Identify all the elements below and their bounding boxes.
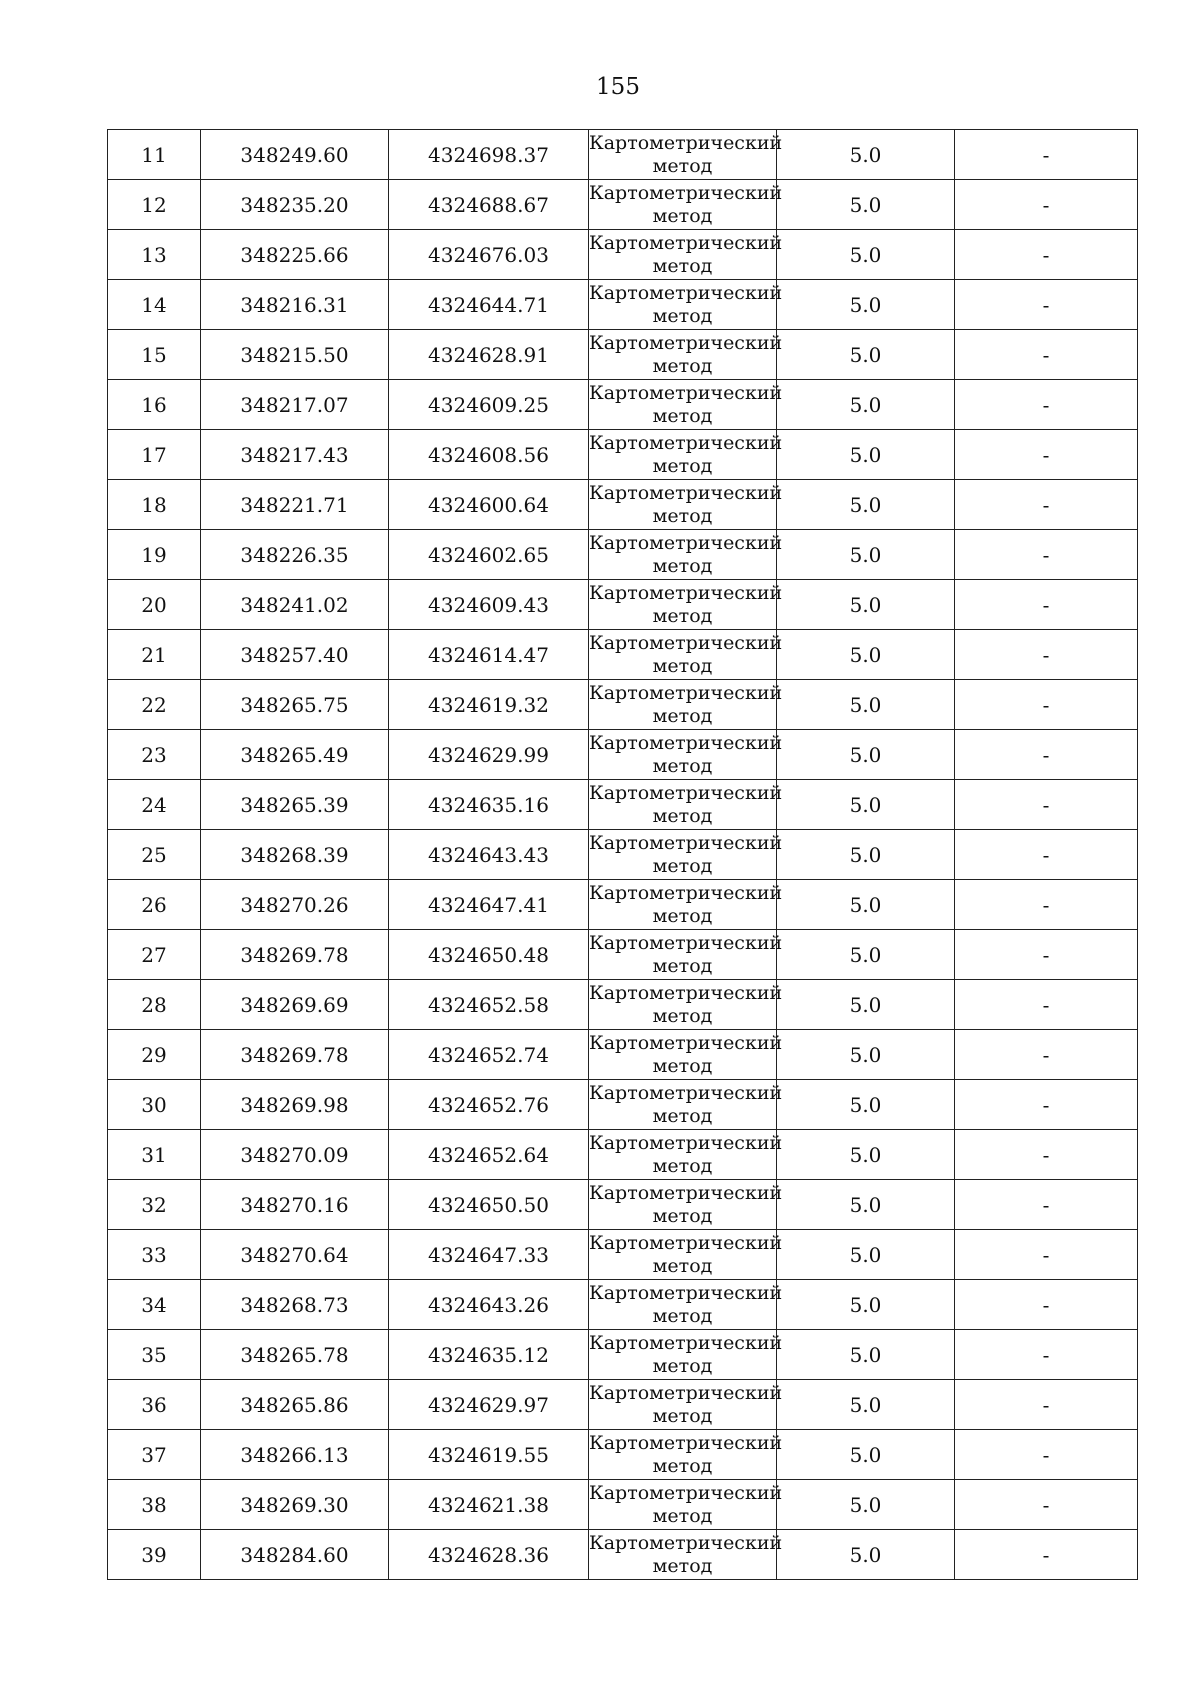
table-row bbox=[108, 1080, 1138, 1130]
point-number-cell: 12 bbox=[108, 180, 201, 230]
accuracy-cell: 5.0 bbox=[777, 530, 955, 580]
note-cell: - bbox=[955, 130, 1138, 180]
note-cell: - bbox=[955, 580, 1138, 630]
y-coordinate-cell: 4324609.43 bbox=[389, 580, 589, 630]
note-cell: - bbox=[955, 1280, 1138, 1330]
table-row bbox=[108, 930, 1138, 980]
accuracy-cell: 5.0 bbox=[777, 880, 955, 930]
point-number-cell: 34 bbox=[108, 1280, 201, 1330]
table-row bbox=[108, 830, 1138, 880]
method-cell: Картометрический метод bbox=[589, 980, 777, 1030]
point-number-cell: 18 bbox=[108, 480, 201, 530]
accuracy-cell: 5.0 bbox=[777, 1430, 955, 1480]
y-coordinate-cell: 4324698.37 bbox=[389, 130, 589, 180]
accuracy-cell: 5.0 bbox=[777, 180, 955, 230]
y-coordinate-cell: 4324688.67 bbox=[389, 180, 589, 230]
point-number-cell: 21 bbox=[108, 630, 201, 680]
x-coordinate-cell: 348284.60 bbox=[201, 1530, 389, 1580]
x-coordinate-cell: 348241.02 bbox=[201, 580, 389, 630]
method-cell: Картометрический метод bbox=[589, 480, 777, 530]
x-coordinate-cell: 348215.50 bbox=[201, 330, 389, 380]
method-cell: Картометрический метод bbox=[589, 530, 777, 580]
y-coordinate-cell: 4324609.25 bbox=[389, 380, 589, 430]
y-coordinate-cell: 4324652.74 bbox=[389, 1030, 589, 1080]
accuracy-cell: 5.0 bbox=[777, 980, 955, 1030]
table-row bbox=[108, 1430, 1138, 1480]
table-row bbox=[108, 1530, 1138, 1580]
y-coordinate-cell: 4324647.41 bbox=[389, 880, 589, 930]
accuracy-cell: 5.0 bbox=[777, 1230, 955, 1280]
point-number-cell: 23 bbox=[108, 730, 201, 780]
method-cell: Картометрический метод bbox=[589, 680, 777, 730]
note-cell: - bbox=[955, 1130, 1138, 1180]
method-cell: Картометрический метод bbox=[589, 430, 777, 480]
y-coordinate-cell: 4324619.32 bbox=[389, 680, 589, 730]
table-row bbox=[108, 380, 1138, 430]
point-number-cell: 11 bbox=[108, 130, 201, 180]
x-coordinate-cell: 348265.78 bbox=[201, 1330, 389, 1380]
table-row bbox=[108, 280, 1138, 330]
x-coordinate-cell: 348268.39 bbox=[201, 830, 389, 880]
table-row bbox=[108, 1230, 1138, 1280]
y-coordinate-cell: 4324608.56 bbox=[389, 430, 589, 480]
note-cell: - bbox=[955, 830, 1138, 880]
table-row bbox=[108, 630, 1138, 680]
x-coordinate-cell: 348216.31 bbox=[201, 280, 389, 330]
y-coordinate-cell: 4324628.91 bbox=[389, 330, 589, 380]
method-cell: Картометрический метод bbox=[589, 580, 777, 630]
note-cell: - bbox=[955, 1380, 1138, 1430]
accuracy-cell: 5.0 bbox=[777, 780, 955, 830]
accuracy-cell: 5.0 bbox=[777, 480, 955, 530]
x-coordinate-cell: 348265.86 bbox=[201, 1380, 389, 1430]
accuracy-cell: 5.0 bbox=[777, 1180, 955, 1230]
accuracy-cell: 5.0 bbox=[777, 930, 955, 980]
x-coordinate-cell: 348269.98 bbox=[201, 1080, 389, 1130]
method-cell: Картометрический метод bbox=[589, 330, 777, 380]
note-cell: - bbox=[955, 1080, 1138, 1130]
y-coordinate-cell: 4324652.76 bbox=[389, 1080, 589, 1130]
accuracy-cell: 5.0 bbox=[777, 1030, 955, 1080]
note-cell: - bbox=[955, 1430, 1138, 1480]
y-coordinate-cell: 4324676.03 bbox=[389, 230, 589, 280]
table-row bbox=[108, 230, 1138, 280]
accuracy-cell: 5.0 bbox=[777, 430, 955, 480]
page-number: 155 bbox=[596, 74, 640, 100]
accuracy-cell: 5.0 bbox=[777, 830, 955, 880]
x-coordinate-cell: 348268.73 bbox=[201, 1280, 389, 1330]
accuracy-cell: 5.0 bbox=[777, 280, 955, 330]
accuracy-cell: 5.0 bbox=[777, 580, 955, 630]
point-number-cell: 13 bbox=[108, 230, 201, 280]
table-row bbox=[108, 1330, 1138, 1380]
point-number-cell: 22 bbox=[108, 680, 201, 730]
y-coordinate-cell: 4324650.48 bbox=[389, 930, 589, 980]
y-coordinate-cell: 4324652.64 bbox=[389, 1130, 589, 1180]
note-cell: - bbox=[955, 630, 1138, 680]
x-coordinate-cell: 348270.16 bbox=[201, 1180, 389, 1230]
table-row bbox=[108, 130, 1138, 180]
table-row bbox=[108, 580, 1138, 630]
table-row bbox=[108, 530, 1138, 580]
point-number-cell: 17 bbox=[108, 430, 201, 480]
note-cell: - bbox=[955, 530, 1138, 580]
y-coordinate-cell: 4324650.50 bbox=[389, 1180, 589, 1230]
method-cell: Картометрический метод bbox=[589, 1180, 777, 1230]
accuracy-cell: 5.0 bbox=[777, 230, 955, 280]
x-coordinate-cell: 348257.40 bbox=[201, 630, 389, 680]
method-cell: Картометрический метод bbox=[589, 280, 777, 330]
point-number-cell: 38 bbox=[108, 1480, 201, 1530]
point-number-cell: 37 bbox=[108, 1430, 201, 1480]
point-number-cell: 15 bbox=[108, 330, 201, 380]
table-row bbox=[108, 430, 1138, 480]
table-row bbox=[108, 1480, 1138, 1530]
method-cell: Картометрический метод bbox=[589, 1230, 777, 1280]
y-coordinate-cell: 4324621.38 bbox=[389, 1480, 589, 1530]
point-number-cell: 39 bbox=[108, 1530, 201, 1580]
note-cell: - bbox=[955, 980, 1138, 1030]
note-cell: - bbox=[955, 330, 1138, 380]
y-coordinate-cell: 4324652.58 bbox=[389, 980, 589, 1030]
accuracy-cell: 5.0 bbox=[777, 330, 955, 380]
method-cell: Картометрический метод bbox=[589, 180, 777, 230]
point-number-cell: 26 bbox=[108, 880, 201, 930]
note-cell: - bbox=[955, 1530, 1138, 1580]
y-coordinate-cell: 4324644.71 bbox=[389, 280, 589, 330]
x-coordinate-cell: 348269.69 bbox=[201, 980, 389, 1030]
table-row bbox=[108, 480, 1138, 530]
x-coordinate-cell: 348266.13 bbox=[201, 1430, 389, 1480]
x-coordinate-cell: 348265.39 bbox=[201, 780, 389, 830]
accuracy-cell: 5.0 bbox=[777, 380, 955, 430]
note-cell: - bbox=[955, 230, 1138, 280]
point-number-cell: 29 bbox=[108, 1030, 201, 1080]
method-cell: Картометрический метод bbox=[589, 930, 777, 980]
table-row bbox=[108, 180, 1138, 230]
method-cell: Картометрический метод bbox=[589, 1030, 777, 1080]
note-cell: - bbox=[955, 480, 1138, 530]
note-cell: - bbox=[955, 880, 1138, 930]
point-number-cell: 28 bbox=[108, 980, 201, 1030]
accuracy-cell: 5.0 bbox=[777, 1130, 955, 1180]
note-cell: - bbox=[955, 1230, 1138, 1280]
method-cell: Картометрический метод bbox=[589, 630, 777, 680]
x-coordinate-cell: 348269.78 bbox=[201, 1030, 389, 1080]
coordinates-table bbox=[107, 129, 1138, 1580]
point-number-cell: 14 bbox=[108, 280, 201, 330]
note-cell: - bbox=[955, 1030, 1138, 1080]
note-cell: - bbox=[955, 280, 1138, 330]
x-coordinate-cell: 348249.60 bbox=[201, 130, 389, 180]
table-row bbox=[108, 1130, 1138, 1180]
table-row bbox=[108, 880, 1138, 930]
x-coordinate-cell: 348225.66 bbox=[201, 230, 389, 280]
table-row bbox=[108, 1380, 1138, 1430]
method-cell: Картометрический метод bbox=[589, 1480, 777, 1530]
y-coordinate-cell: 4324643.43 bbox=[389, 830, 589, 880]
table-row bbox=[108, 780, 1138, 830]
point-number-cell: 24 bbox=[108, 780, 201, 830]
note-cell: - bbox=[955, 680, 1138, 730]
note-cell: - bbox=[955, 730, 1138, 780]
method-cell: Картометрический метод bbox=[589, 1280, 777, 1330]
point-number-cell: 30 bbox=[108, 1080, 201, 1130]
table-row bbox=[108, 980, 1138, 1030]
x-coordinate-cell: 348226.35 bbox=[201, 530, 389, 580]
y-coordinate-cell: 4324619.55 bbox=[389, 1430, 589, 1480]
note-cell: - bbox=[955, 1180, 1138, 1230]
accuracy-cell: 5.0 bbox=[777, 1380, 955, 1430]
x-coordinate-cell: 348217.43 bbox=[201, 430, 389, 480]
point-number-cell: 16 bbox=[108, 380, 201, 430]
point-number-cell: 36 bbox=[108, 1380, 201, 1430]
point-number-cell: 32 bbox=[108, 1180, 201, 1230]
method-cell: Картометрический метод bbox=[589, 380, 777, 430]
y-coordinate-cell: 4324643.26 bbox=[389, 1280, 589, 1330]
method-cell: Картометрический метод bbox=[589, 1430, 777, 1480]
method-cell: Картометрический метод bbox=[589, 230, 777, 280]
x-coordinate-cell: 348265.49 bbox=[201, 730, 389, 780]
x-coordinate-cell: 348235.20 bbox=[201, 180, 389, 230]
method-cell: Картометрический метод bbox=[589, 1530, 777, 1580]
method-cell: Картометрический метод bbox=[589, 1380, 777, 1430]
table-row bbox=[108, 730, 1138, 780]
x-coordinate-cell: 348270.26 bbox=[201, 880, 389, 930]
y-coordinate-cell: 4324635.12 bbox=[389, 1330, 589, 1380]
y-coordinate-cell: 4324629.97 bbox=[389, 1380, 589, 1430]
coordinates-table-body bbox=[108, 130, 1138, 1580]
method-cell: Картометрический метод bbox=[589, 1080, 777, 1130]
table-row bbox=[108, 1280, 1138, 1330]
accuracy-cell: 5.0 bbox=[777, 630, 955, 680]
method-cell: Картометрический метод bbox=[589, 780, 777, 830]
y-coordinate-cell: 4324628.36 bbox=[389, 1530, 589, 1580]
method-cell: Картометрический метод bbox=[589, 830, 777, 880]
note-cell: - bbox=[955, 180, 1138, 230]
method-cell: Картометрический метод bbox=[589, 130, 777, 180]
y-coordinate-cell: 4324614.47 bbox=[389, 630, 589, 680]
point-number-cell: 33 bbox=[108, 1230, 201, 1280]
note-cell: - bbox=[955, 380, 1138, 430]
method-cell: Картометрический метод bbox=[589, 730, 777, 780]
table-row bbox=[108, 1180, 1138, 1230]
method-cell: Картометрический метод bbox=[589, 1330, 777, 1380]
point-number-cell: 35 bbox=[108, 1330, 201, 1380]
note-cell: - bbox=[955, 1480, 1138, 1530]
accuracy-cell: 5.0 bbox=[777, 130, 955, 180]
x-coordinate-cell: 348270.64 bbox=[201, 1230, 389, 1280]
x-coordinate-cell: 348217.07 bbox=[201, 380, 389, 430]
x-coordinate-cell: 348221.71 bbox=[201, 480, 389, 530]
accuracy-cell: 5.0 bbox=[777, 730, 955, 780]
point-number-cell: 20 bbox=[108, 580, 201, 630]
point-number-cell: 19 bbox=[108, 530, 201, 580]
note-cell: - bbox=[955, 1330, 1138, 1380]
accuracy-cell: 5.0 bbox=[777, 1280, 955, 1330]
point-number-cell: 27 bbox=[108, 930, 201, 980]
y-coordinate-cell: 4324635.16 bbox=[389, 780, 589, 830]
x-coordinate-cell: 348269.78 bbox=[201, 930, 389, 980]
y-coordinate-cell: 4324647.33 bbox=[389, 1230, 589, 1280]
point-number-cell: 25 bbox=[108, 830, 201, 880]
accuracy-cell: 5.0 bbox=[777, 680, 955, 730]
x-coordinate-cell: 348270.09 bbox=[201, 1130, 389, 1180]
x-coordinate-cell: 348265.75 bbox=[201, 680, 389, 730]
note-cell: - bbox=[955, 930, 1138, 980]
y-coordinate-cell: 4324629.99 bbox=[389, 730, 589, 780]
accuracy-cell: 5.0 bbox=[777, 1080, 955, 1130]
note-cell: - bbox=[955, 430, 1138, 480]
note-cell: - bbox=[955, 780, 1138, 830]
table-row bbox=[108, 330, 1138, 380]
table-row bbox=[108, 1030, 1138, 1080]
point-number-cell: 31 bbox=[108, 1130, 201, 1180]
accuracy-cell: 5.0 bbox=[777, 1480, 955, 1530]
accuracy-cell: 5.0 bbox=[777, 1530, 955, 1580]
method-cell: Картометрический метод bbox=[589, 1130, 777, 1180]
table-row bbox=[108, 680, 1138, 730]
y-coordinate-cell: 4324600.64 bbox=[389, 480, 589, 530]
accuracy-cell: 5.0 bbox=[777, 1330, 955, 1380]
x-coordinate-cell: 348269.30 bbox=[201, 1480, 389, 1530]
method-cell: Картометрический метод bbox=[589, 880, 777, 930]
y-coordinate-cell: 4324602.65 bbox=[389, 530, 589, 580]
